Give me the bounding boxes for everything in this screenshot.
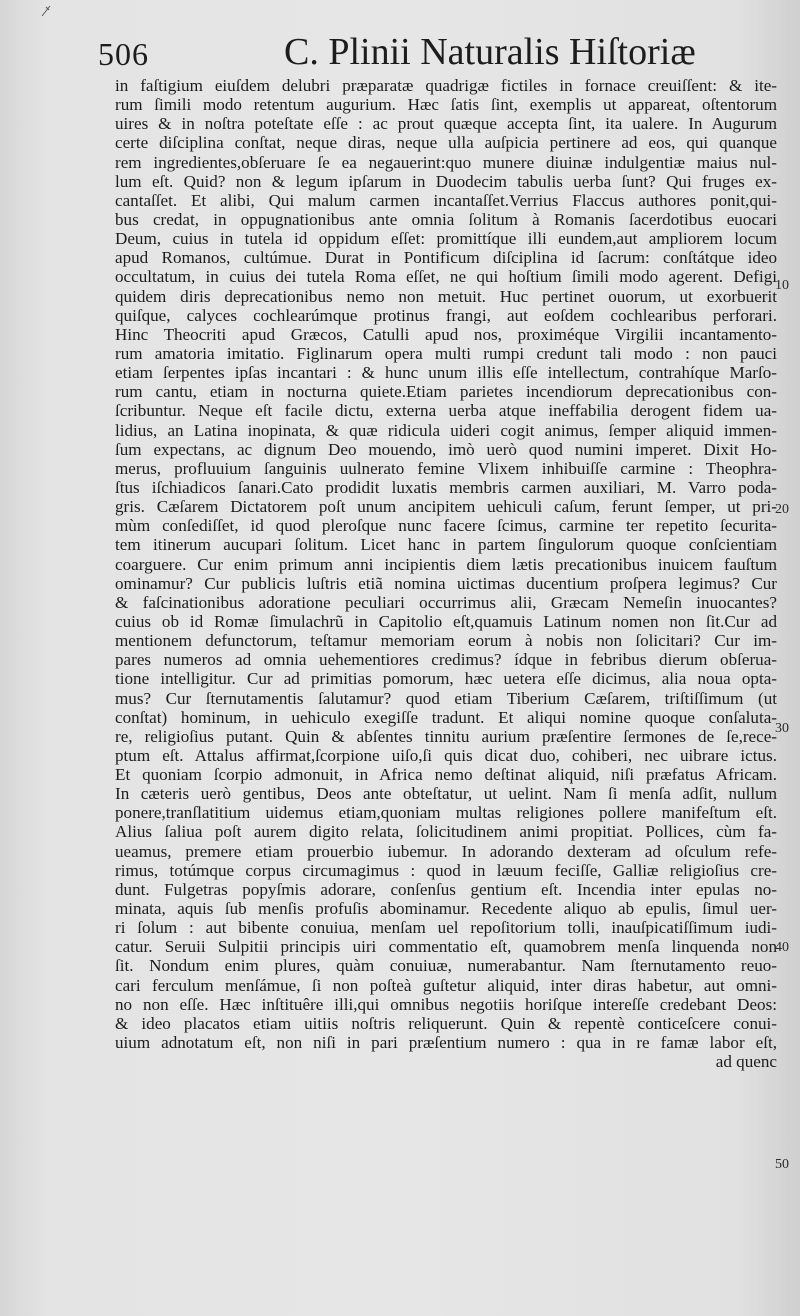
margin-line-number: 10 [775, 278, 789, 293]
text-line: no non eſſe. Hæc inſtituêre illi,qui omnibus negotiis horiſque intereſſe credebant Deos: [115, 994, 777, 1014]
text-line: conſtat) hominum, in uehiculo exegiſſe tradunt. Et aliqui nomine quoque conſaluta- [115, 707, 777, 727]
text-line: rum ſimili modo retentum augurium. Hæc ſatis ſint, exemplis ut appareat, oſtentorum [115, 95, 777, 115]
text-line: ueamus, premere etiam prouerbio iubemur. In adorando dexteram ad oſculum refe- [115, 841, 777, 861]
text-line: ſum expectans, ac dignum Deo mouendo, imò uerò quod numini imperet. Dixit Ho- [115, 439, 777, 459]
text-line: catur. Seruii Sulpitii principis uiri commentatio eſt, quamobrem menſa linquenda non [115, 937, 777, 957]
text-line: rimus, totúmque corpus circumagimus : quod in læuum feciſſe, Galliæ religioſius cre- [115, 860, 777, 880]
text-line: & faſcinationibus adoratione peculiari occurrimus alii, Græcam Nemeſin inuocantes? [115, 592, 777, 612]
text-line: rum amatoria imitatio. Figlinarum opera multi rumpi credunt tali modo : non pauci [115, 343, 777, 363]
text-line: ri ſolum : aut bibente conuiua, menſam uel repoſitorium tolli, inauſpicatiſſimum iudi- [115, 918, 777, 938]
text-line: rem ingredientes,obſeruare ſe ea negauerint:quo munere diuinæ indulgentiæ maius nul- [115, 152, 777, 172]
margin-line-number: 30 [775, 721, 789, 736]
text-line: bus credat, in oppugnationibus ante omnia ſolitum à Romanis ſacerdotibus euocari [115, 209, 777, 229]
text-line: Hinc Theocriti apud Græcos, Catulli apud nos, proximéque Virgilii incantamento- [115, 324, 777, 344]
text-line: In cæteris uerò gentibus, Deos ante obteſtatur, ut uelint. Nam ſi menſa adſit, nullum [115, 784, 777, 804]
margin-line-number: 20 [775, 502, 789, 517]
text-line: Alius ſaliua poſt aurem digito relata, ſolicitudinem animi propitiat. Pollices, cùm fa- [115, 822, 777, 842]
text-line: coarguere. Cur enim primum anni incipientis diem lætis precationibus inuicem fauſtum [115, 554, 777, 574]
text-line: certe diſciplina conſtat, neque diras, neque ulla auſpicia pertinere ad eos, qui quanque [115, 133, 777, 153]
text-line: mùm conſediſſet, id quod pleroſque nunc facere ſcimus, carmine ter repetito ſecurita- [115, 516, 777, 536]
text-line: lidius, an Latina inopinata, & quæ ridicula uideri cogit animus, ſemper aliquid immen- [115, 420, 777, 440]
text-line: uires & in noſtra poteſtate eſſe : ac prout quæque accepta ſint, ita ualere. In Augurum [115, 114, 777, 134]
text-line: tem itinerum aucupari ſolitum. Licet hanc in partem ſingulorum quoque conſcientiam [115, 535, 777, 555]
text-line: quidem diris deprecationibus nemo non metuit. Huc pertinet ouorum, ut exorbuerit [115, 286, 777, 306]
text-line: ſtus iſchiadicos ſanari.Cato prodidit luxatis membris carmen auxiliari, M. Varro poda- [115, 477, 777, 497]
running-title: C. Plinii Naturalis Hiſtoriæ [284, 31, 696, 73]
text-line: mus? Cur ſternutamentis ſalutamur? quod etiam Tiberium Cæſarem, triſtiſſimum (ut [115, 688, 777, 708]
text-line: cuius ob id Romæ ſimulachrũ in Capitolio eſt,quamuis Latinum nomen non ſit.Cur ad [115, 611, 777, 631]
text-line: merus, profluuium ſanguinis uulnerato femine Vlixem inhibuiſſe carmine : Theophra- [115, 458, 777, 478]
margin-line-number: 40 [775, 940, 789, 955]
text-line: minata, aquis ſub menſis profuſis abominamur. Recedente aliquo ab epulis, ſimul uer- [115, 899, 777, 919]
text-line: tione intelligitur. Cur ad primitias pomorum, hæc uetera eſſe dicimus, alia noua opta- [115, 669, 777, 689]
text-line: gris. Cæſarem Dictatorem poſt unum ancipitem uehiculi caſum, ferunt ſemper, ut pri- [115, 497, 777, 517]
text-line: & ideo placatos etiam uitiis noſtris reliquerunt. Quin & repentè conticeſcere conui- [115, 1013, 777, 1033]
page-header [98, 30, 758, 78]
body-text [115, 76, 777, 1071]
text-line: ſcribuntur. Neque eſt facile dictu, externa uerba atque ineffabilia derogent fidem ua- [115, 401, 777, 421]
ink-mark [40, 4, 54, 18]
text-line: Et quoniam ſcorpio admonuit, in Africa nemo deſtinat aliquid, niſi præfatus Africam. [115, 765, 777, 785]
text-line: apud Romanos, cultúmue. Durat in Pontificum diſciplina id ſacrum: conſtátque ideo [115, 248, 777, 268]
catchword: ad quenc [715, 1052, 777, 1072]
text-line: pares numeros ad omnia uehementiores credimus? ídque in febribus dierum obſerua- [115, 650, 777, 670]
text-line: ſit. Nondum enim plures, quàm conuiuæ, numerabantur. Nam ſternutamento reuo- [115, 956, 777, 976]
text-line: rum cantu, etiam in nocturna quiete.Etiam parietes incendiorum deprecationibus con- [115, 382, 777, 402]
page-number: 506 [98, 36, 149, 72]
text-line: etiam ſerpentes ipſas incantari : & hunc unum illis eſſe intellectum, contrahíque Marſo- [115, 363, 777, 383]
text-line: ponere,tranſlatitium uidemus etiam,quoniam multas religiones pollere manifeſtum eſt. [115, 803, 777, 823]
text-line: ptum eſt. Attalus affirmat,ſcorpione uiſo,ſi quis dicat duo, cohiberi, nec uibrare ictus. [115, 745, 777, 765]
text-line: Deum, cuius in tutela id oppidum eſſet: promittíque illi eundem,aut ampliorem locum [115, 229, 777, 249]
text-line: cantaſſet. Et alibi, Qui malum carmen incantaſſet.Verrius Flaccus authores ponit,qui- [115, 190, 777, 210]
margin-line-number: 50 [775, 1157, 789, 1172]
text-line: occultatum, in cuius dei tutela Roma eſſet, ne qui hoſtium ſimili modo agerent. Defigi [115, 267, 777, 287]
text-line: cari ferculum menſámue, ſi non poſteà guſtetur aliquid, inter diras habetur, aut omni- [115, 975, 777, 995]
text-line: mentionem defunctorum, teſtamur memoriam eorum à nobis non ſolicitari? Cur im- [115, 631, 777, 651]
text-line: dunt. Fulgetras popyſmis adorare, conſenſus gentium eſt. Incendia inter epulas no- [115, 879, 777, 899]
text-line: ominamur? Cur publicis luſtris etiã nomina uictimas ducentium proſpera legimus? Cur [115, 573, 777, 593]
text-line: quiſque, calyces cochlearúmque protinus frangi, aut eoſdem cochlearibus perforari. [115, 305, 777, 325]
text-line: lum eſt. Quid? non & legum ipſarum in Duodecim tabulis uerba ſunt? Qui fruges ex- [115, 171, 777, 191]
text-line: re, religioſius putant. Quin & abſentes tinnitu aurium præſentire ſermones de ſe,rece- [115, 726, 777, 746]
text-line: in faſtigium eiuſdem delubri præparatæ quadrigæ fictiles in fornace creuiſſent: & ite- [115, 76, 777, 95]
text-line: uium adnotatum eſt, non niſi in pari præſentium numero : qua in re famæ labor eſt, [115, 1033, 777, 1053]
